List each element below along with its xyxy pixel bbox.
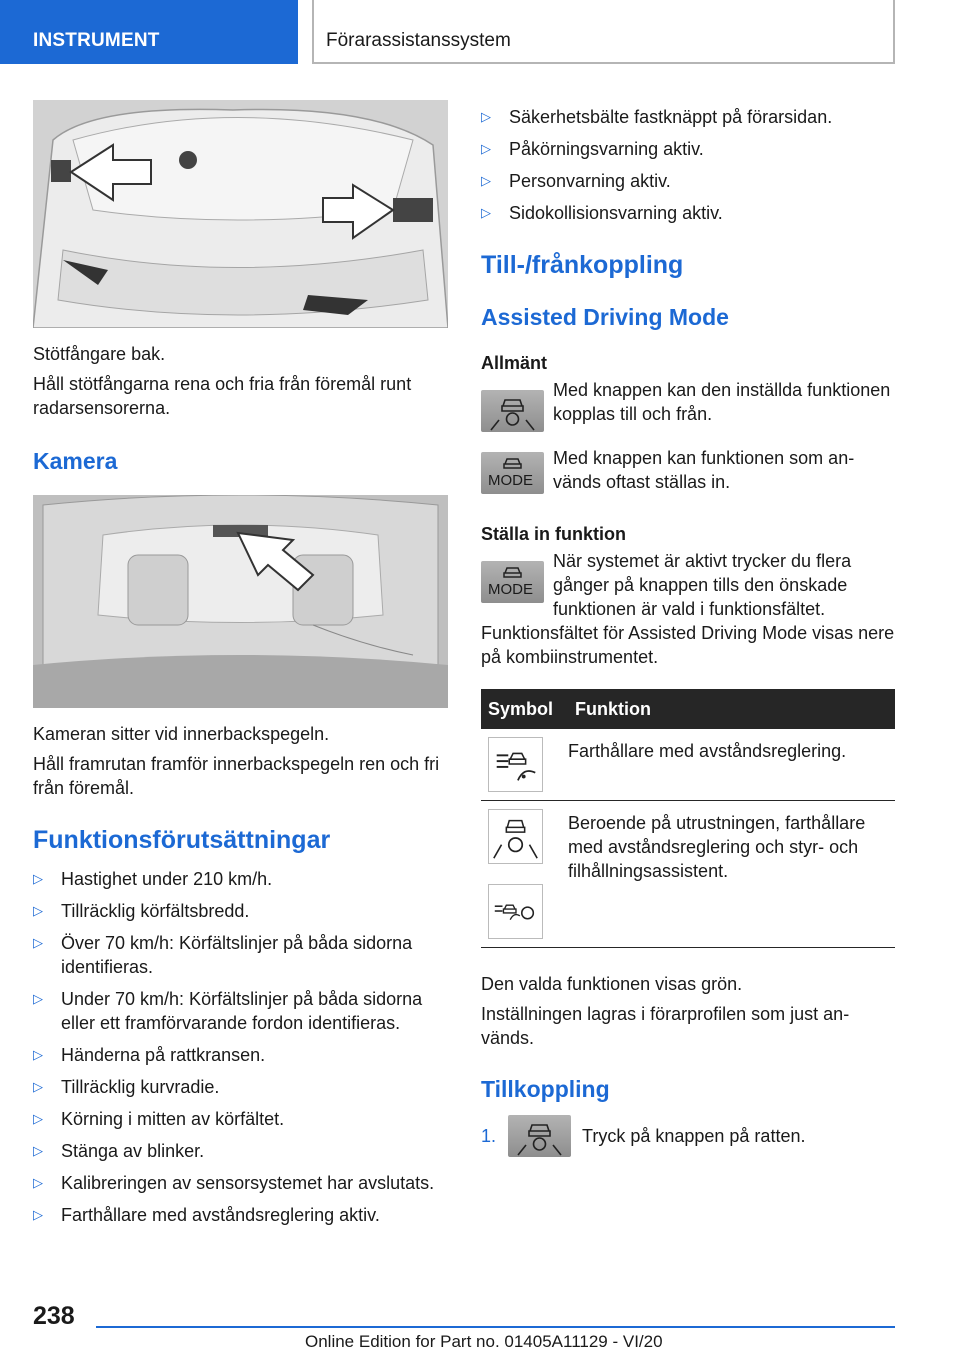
bullet-triangle-icon: ▷ <box>33 1047 43 1062</box>
fig2-caption: Kameran sitter vid innerbackspegeln. <box>33 724 330 744</box>
rear-bumper-illustration <box>33 100 448 328</box>
list-item: ▷ Hastighet under 210 km/h. <box>33 869 273 889</box>
set-heading: Ställa in funktion <box>481 524 627 544</box>
list-item: ▷ Händerna på rattkransen. <box>33 1045 266 1065</box>
bullet-triangle-icon: ▷ <box>33 1143 43 1158</box>
symbol-cell <box>481 729 568 801</box>
section-title: INSTRUMENT <box>33 30 160 51</box>
bullet-triangle-icon: ▷ <box>33 1111 43 1126</box>
table-row <box>481 801 895 948</box>
rear-bumper-drawing <box>33 100 448 328</box>
list-item: ▷ Sidokollisionsvarning aktiv. <box>481 203 723 223</box>
list-item: ▷ Kalibreringen av sensorsystemet har avslutats. <box>33 1173 435 1193</box>
bullet-triangle-icon: ▷ <box>33 991 43 1006</box>
windshield-camera-illustration <box>33 495 448 708</box>
step-text: Tryck på knappen på ratten. <box>582 1125 806 1146</box>
list-item: ▷ Körning i mitten av körfältet. <box>33 1109 285 1129</box>
list-item: ▷ Personvarning aktiv. <box>481 171 671 191</box>
adm-heading: Assisted Driving Mode <box>481 304 729 330</box>
list-item: ▷ Under 70 km/h: Körfältslinjer på båda sidorna eller ett framförvarande fordon identifieras. <box>33 989 423 1033</box>
step-number: 1. <box>481 1125 497 1146</box>
prereq-list-continued <box>481 105 895 225</box>
bullet-triangle-icon: ▷ <box>33 871 43 886</box>
bullet-triangle-icon: ▷ <box>33 935 43 950</box>
mode-button-label: MODE <box>488 581 533 598</box>
list-item: ▷ Över 70 km/h: Körfältslinjer på båda sidorna identifieras. <box>33 933 413 977</box>
bullet-triangle-icon: ▷ <box>33 1079 43 1094</box>
set-text: När systemet är aktivt trycker du flera gånger på knappen tills den önskade funktionen är vald i funktionsfältet. Funktionsfältet för Assisted Driving Mode visas nere på kombiinstrumentet. <box>481 551 895 667</box>
bullet-triangle-icon: ▷ <box>481 141 491 156</box>
symbol-cell <box>481 801 568 948</box>
bullet-triangle-icon: ▷ <box>481 205 491 220</box>
bullet-triangle-icon: ▷ <box>481 109 491 124</box>
chapter-title: Förarassistanssystem <box>326 30 511 51</box>
chapter-tab <box>312 0 895 64</box>
assist-button-image <box>508 1115 571 1157</box>
section-tab <box>0 0 298 64</box>
set-paragraph <box>481 549 895 669</box>
right-column <box>481 100 895 1157</box>
footer-edition: Online Edition for Part no. 01405A11129 - VI/20 <box>305 1332 663 1351</box>
btn2-row <box>481 446 895 494</box>
bullet-triangle-icon: ▷ <box>481 173 491 188</box>
table-header-symbol: Symbol <box>481 689 568 729</box>
mode-button-image <box>481 452 544 494</box>
assist-button-image <box>481 390 544 432</box>
acc-distance-icon <box>488 737 543 792</box>
function-cell: Farthållare med avståndsreglering. <box>568 729 895 801</box>
list-item: ▷ Påkörningsvarning aktiv. <box>481 139 704 159</box>
acc-steering-icon <box>488 884 543 939</box>
list-item: ▷ Säkerhetsbälte fastknäppt på förarsidan. <box>481 107 833 127</box>
page-number: 238 <box>33 1302 75 1330</box>
symbol-table <box>481 689 895 948</box>
btn2-text: Med knappen kan funktionen som används oftast ställas in. <box>553 448 855 492</box>
assist-steering-icon <box>508 1115 571 1157</box>
btn1-text: Med knappen kan den inställda funktionen kopplas till och från. <box>553 380 891 424</box>
left-column <box>33 100 448 1235</box>
prereq-heading: Funktionsförutsättningar <box>33 826 331 854</box>
onoff-heading: Till-/frånkoppling <box>481 251 684 279</box>
list-item: ▷ Farthållare med avståndsreglering aktiv. <box>33 1205 380 1225</box>
mode-button-image <box>481 561 544 603</box>
table-header-function: Funktion <box>568 689 895 729</box>
camera-heading: Kamera <box>33 448 118 474</box>
bullet-triangle-icon: ▷ <box>33 1175 43 1190</box>
steering-assist-icon <box>488 809 543 864</box>
list-item: ▷ Stänga av blinker. <box>33 1141 205 1161</box>
fig1-text: Håll stötfångarna rena och fria från föremål runt radarsensorerna. <box>33 374 412 418</box>
function-cell: Beroende på utrustningen, farthållare med avståndsreglering och styr- och filhållningsassistent. <box>568 801 895 948</box>
btn1-row <box>481 378 895 432</box>
on-heading: Tillkoppling <box>481 1076 610 1102</box>
assist-steering-icon <box>481 390 544 432</box>
step-1 <box>481 1115 895 1157</box>
fig2-text: Håll framrutan framför innerbackspegeln ren och fri från föremål. <box>33 754 440 798</box>
prereq-list <box>33 867 448 1227</box>
mode-button-label: MODE <box>488 472 533 489</box>
fig1-caption: Stötfångare bak. <box>33 344 166 364</box>
green-text: Den valda funktionen visas grön. <box>481 974 743 994</box>
footer-divider <box>96 1326 895 1328</box>
camera-interior-drawing <box>33 495 448 708</box>
bullet-triangle-icon: ▷ <box>33 903 43 918</box>
general-heading: Allmänt <box>481 353 548 373</box>
list-item: ▷ Tillräcklig kurvradie. <box>33 1077 220 1097</box>
bullet-triangle-icon: ▷ <box>33 1207 43 1222</box>
table-row <box>481 729 895 801</box>
stored-text: Inställningen lagras i förarprofilen som just används. <box>481 1004 850 1048</box>
list-item: ▷ Tillräcklig körfältsbredd. <box>33 901 250 921</box>
